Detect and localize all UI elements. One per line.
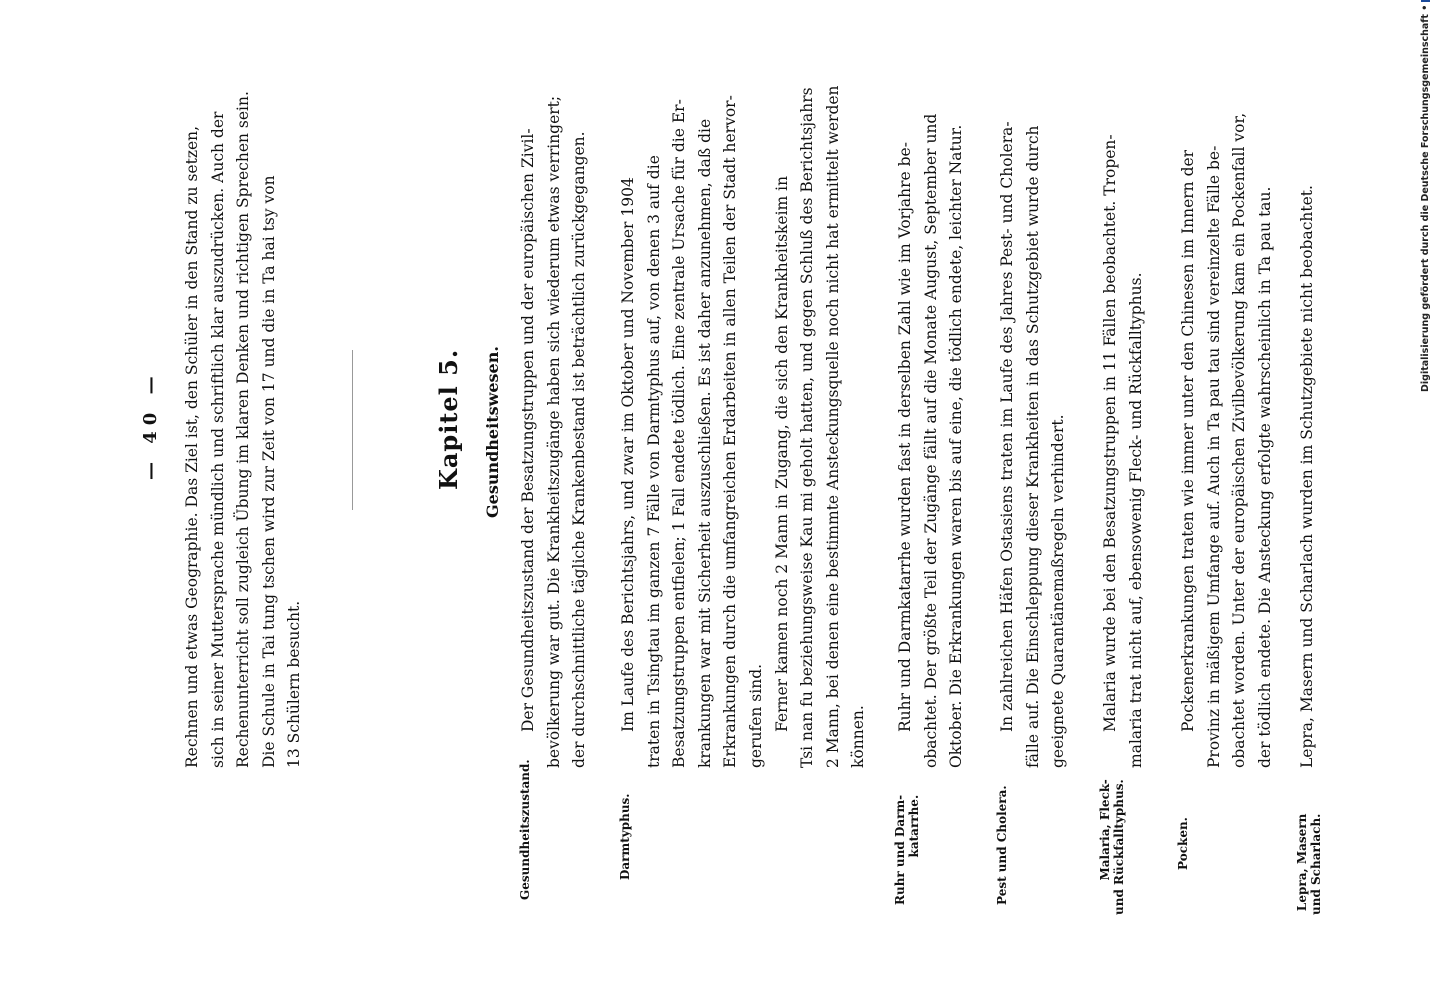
text-line: malaria trat nicht auf, ebensowenig Fleck- und Rückfalltyphus.: [1126, 272, 1145, 768]
dfg-logo: [1421, 0, 1430, 2]
text-line: Oktober. Die Erkrankungen waren bis auf eine, die tödlich endete, leichter Natur.: [947, 124, 966, 768]
text-line: Tsi nan fu beziehungsweise Kau mi geholt hatten, und gegen Schluß des Berichtsjahrs: [798, 87, 817, 768]
text-line: gerufen sind.: [746, 663, 765, 768]
section-malaria: [1098, 134, 1149, 768]
text-line: der tödlich endete. Die Ansteckung erfolgte wahrscheinlich in Ta pau tau.: [1255, 186, 1274, 768]
text-line: traten in Tsingtau im ganzen 7 Fälle von Darmtyphus auf, von denen 3 auf die: [644, 155, 663, 768]
margin-label-lepra: Lepra, Masern und Scharlach.: [1295, 813, 1323, 915]
text-line: 2 Mann, bei denen eine bestimmte Ansteckungsquelle noch nicht hat ermittelt werden: [823, 85, 842, 768]
section-darmtyphus: [616, 85, 872, 768]
text-line: können.: [849, 705, 868, 768]
margin-label-gesundheitszustand: Gesundheitszustand.: [518, 759, 532, 900]
text-line: sich in seiner Muttersprache mündlich und schriftlich klar auszudrücken. Auch der: [208, 111, 227, 768]
text-line: Besatzungstruppen entfielen; 1 Fall endete tödlich. Eine zentrale Ursache für die Er-: [670, 99, 689, 768]
margin-label-ruhr: Ruhr und Darm- katarrhe.: [893, 794, 921, 905]
chapter-subtitle: Gesundheitswesen.: [483, 346, 502, 518]
text-line: Malaria wurde bei den Besatzungstruppen in 11 Fällen beobachtet. Tropen-: [1101, 134, 1119, 732]
margin-label-pest: Pest und Cholera.: [995, 785, 1009, 905]
intro-paragraph: [180, 91, 308, 768]
section-pocken: [1176, 113, 1278, 768]
text-line: 13 Schülern besucht.: [285, 600, 304, 768]
text-line: Der Gesundheitszustand der Besatzungstruppen und der europäischen Zivil-: [519, 128, 537, 732]
text-line: fälle auf. Die Einschleppung dieser Krankheiten in das Schutzgebiet wurde durch: [1023, 125, 1042, 768]
digitization-credit: Digitalisierung gefördert durch die Deutsche Forschungsgemeinschaft •: [1420, 0, 1431, 392]
text-line: krankungen war mit Sicherheit auszuschließen. Es ist daher anzunehmen, daß die: [695, 118, 714, 768]
text-line: der durchschnittliche tägliche Krankenbestand ist beträchtlich zurückgegangen.: [570, 131, 589, 768]
text-line: Im Laufe des Berichtsjahrs, und zwar im Oktober und November 1904: [619, 177, 637, 732]
text-line: In zahlreichen Häfen Ostasiens traten im Laufe des Jahres Pest- und Cholera-: [998, 121, 1016, 732]
page-number: — 40 —: [140, 370, 161, 480]
section-ruhr: [893, 114, 970, 768]
section-lepra: [1295, 185, 1321, 768]
margin-label-malaria: Malaria, Fleck- und Rückfalltyphus.: [1098, 779, 1126, 915]
text-line: Die Schule in Tai tung tschen wird zur Zeit von 17 und die in Ta hai tsy von: [259, 175, 278, 768]
text-line: Pockenerkrankungen traten wie immer unter den Chinesen im Innern der: [1179, 149, 1197, 732]
section-gesundheitszustand: [516, 96, 593, 768]
text-line: obachtet. Der größte Teil der Zugänge fällt auf die Monate August, September und: [921, 113, 940, 768]
text-line: Provinz in mäßigem Umfange auf. Auch in Ta pau tau sind vereinzelte Fälle be-: [1204, 145, 1223, 768]
text-line: geeignete Quarantänemaßregeln verhindert.: [1049, 414, 1068, 768]
text-line: Ferner kamen noch 2 Mann in Zugang, die sich den Krankheitskeim in: [772, 175, 791, 732]
chapter-title: Kapitel 5.: [434, 348, 463, 490]
divider-rule: [352, 350, 356, 510]
text-line: Lepra, Masern und Scharlach wurden im Schutzgebiete nicht beobachtet.: [1298, 185, 1316, 768]
margin-label-darmtyphus: Darmtyphus.: [618, 793, 632, 880]
text-line: Rechnen und etwas Geographie. Das Ziel ist, den Schüler in den Stand zu setzen,: [183, 125, 201, 768]
text-line: Erkrankungen durch die umfangreichen Erdarbeiten in allen Teilen der Stadt hervor-: [721, 95, 740, 768]
section-pest: [995, 121, 1072, 768]
text-line: obachtet worden. Unter der europäischen Zivilbevölkerung kam ein Pockenfall vor,: [1230, 112, 1249, 768]
text-line: Ruhr und Darmkatarrhe wurden fast in derselben Zahl wie im Vorjahre be-: [896, 142, 914, 732]
text-line: Rechenunterricht soll zugleich Übung im klaren Denken und richtigen Sprechen sein.: [234, 91, 253, 768]
text-line: bevölkerung war gut. Die Krankheitszugänge haben sich wiederum etwas verringert;: [544, 95, 563, 768]
margin-label-pocken: Pocken.: [1176, 817, 1190, 870]
